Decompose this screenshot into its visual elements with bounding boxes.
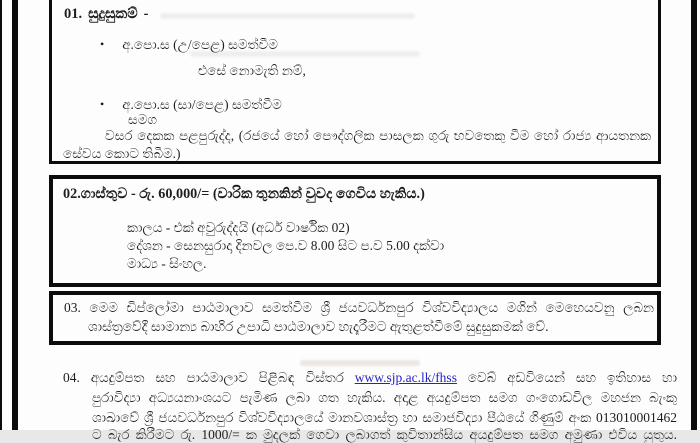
page-frame-left-thick-line bbox=[12, 0, 18, 430]
section-01-dash: - bbox=[143, 6, 149, 22]
note4-line-2: පුරාවිද්‍යා අධ්‍යයනාංශයට පැමිණ ලබා ගත හැකිය. අදාළ අයදුම්පත සමග ගංගොඩවිල මහජන බැංකු bbox=[92, 390, 677, 405]
section-01-number: 01. bbox=[64, 6, 83, 22]
scan-artifact bbox=[300, 360, 420, 366]
note4-line-4-clipped: ට බැර කිරීමට රු. 1000/= ක මුදලක් ගෙවා ලබාගත් කුවිතාන්සිය අයදුම්පත සමග අමුණා එවිය යුතුය. bbox=[92, 427, 677, 442]
sjp-fhss-link[interactable]: www.sjp.ac.lk/fhss bbox=[354, 370, 457, 385]
note4-line1-pre: අයදුම්පත සහ පාඨමාලාව පිළිබඳ විස්තර bbox=[90, 370, 355, 385]
section-03-number: 03. bbox=[64, 300, 81, 315]
bullet-icon: • bbox=[100, 37, 105, 51]
note3-line-2: ශාස්ත්‍රවේදී සාමාන්‍ය බාහිර උපාධි පාඨමාලාව හැදෑරීමට ඇතුළත්වීමේ සුදුසුකමක් වේ. bbox=[88, 319, 549, 334]
page-frame-right-line bbox=[691, 0, 697, 430]
fees-medium: මාධ්‍ය - සිංහල. bbox=[127, 256, 207, 271]
fees-duration: කාලය - එක් අවුරුද්දයි (අර්ධ වාර්ෂික 02) bbox=[127, 220, 350, 235]
qualification-bullet-item-1 bbox=[100, 36, 278, 53]
note4-line-3: ශාඛාවේ ශ්‍රී ජයවර්ධනපුර විශ්වවිද්‍යාලයේ මානවශාස්ත්‍ර හා සමාජවිද්‍යා පීඨයේ ගිණුම් අංක 013010001462 bbox=[92, 410, 677, 425]
section-02-heading: 02.ගාස්තුව - රු. 60,000/= (වාරික තුනකින් වුවද ගෙවිය හැකිය.) bbox=[63, 186, 425, 202]
bullet-icon: • bbox=[100, 97, 105, 111]
qualification-2-text: අ.පො.ස (සා/පෙළ) සමත්වීම bbox=[122, 97, 282, 112]
experience-line-2: සේවය කොට තිබීම.) bbox=[63, 146, 181, 161]
section-04-number: 04. bbox=[63, 370, 80, 385]
note3-line-1 bbox=[64, 299, 654, 316]
fees-lectures: දේශන - සෙනසුරාදා දිනවල පෙ.ව 8.00 සිට ප.ව 5.00 දක්වා bbox=[127, 238, 445, 253]
experience-line-1: වසර දෙකක පළපුරුද්ද, (රජයේ හෝ පෞද්ගලික පාසලක ගුරු භවතෙකු වීම හෝ රාජ්‍ය ආයතනක bbox=[105, 128, 651, 143]
qualification-1-text: අ.පො.ස (උ/පෙළ) සමත්වීම bbox=[122, 37, 278, 52]
section-01-title: සුදුසුකම් bbox=[88, 6, 138, 22]
page-frame-left-thin-line bbox=[0, 0, 2, 430]
section-01-heading bbox=[64, 6, 148, 23]
note3-line1-text: මෙම ඩිප්ලෝමා පාඨමාලාව සමත්වීම ශ්‍රී ජයවර්ධනපුර විශ්වවිද්‍යාලය මගින් මෙහෙයවනු ලබන bbox=[89, 300, 654, 315]
otherwise-text: එසේ නොමැති නම්, bbox=[198, 63, 306, 78]
with-word: සමග bbox=[128, 112, 158, 127]
note4-line-1 bbox=[63, 369, 677, 386]
note4-line1-post: වෙබ් අඩවියෙන් සහ ඉතිහාස හා bbox=[467, 370, 678, 385]
